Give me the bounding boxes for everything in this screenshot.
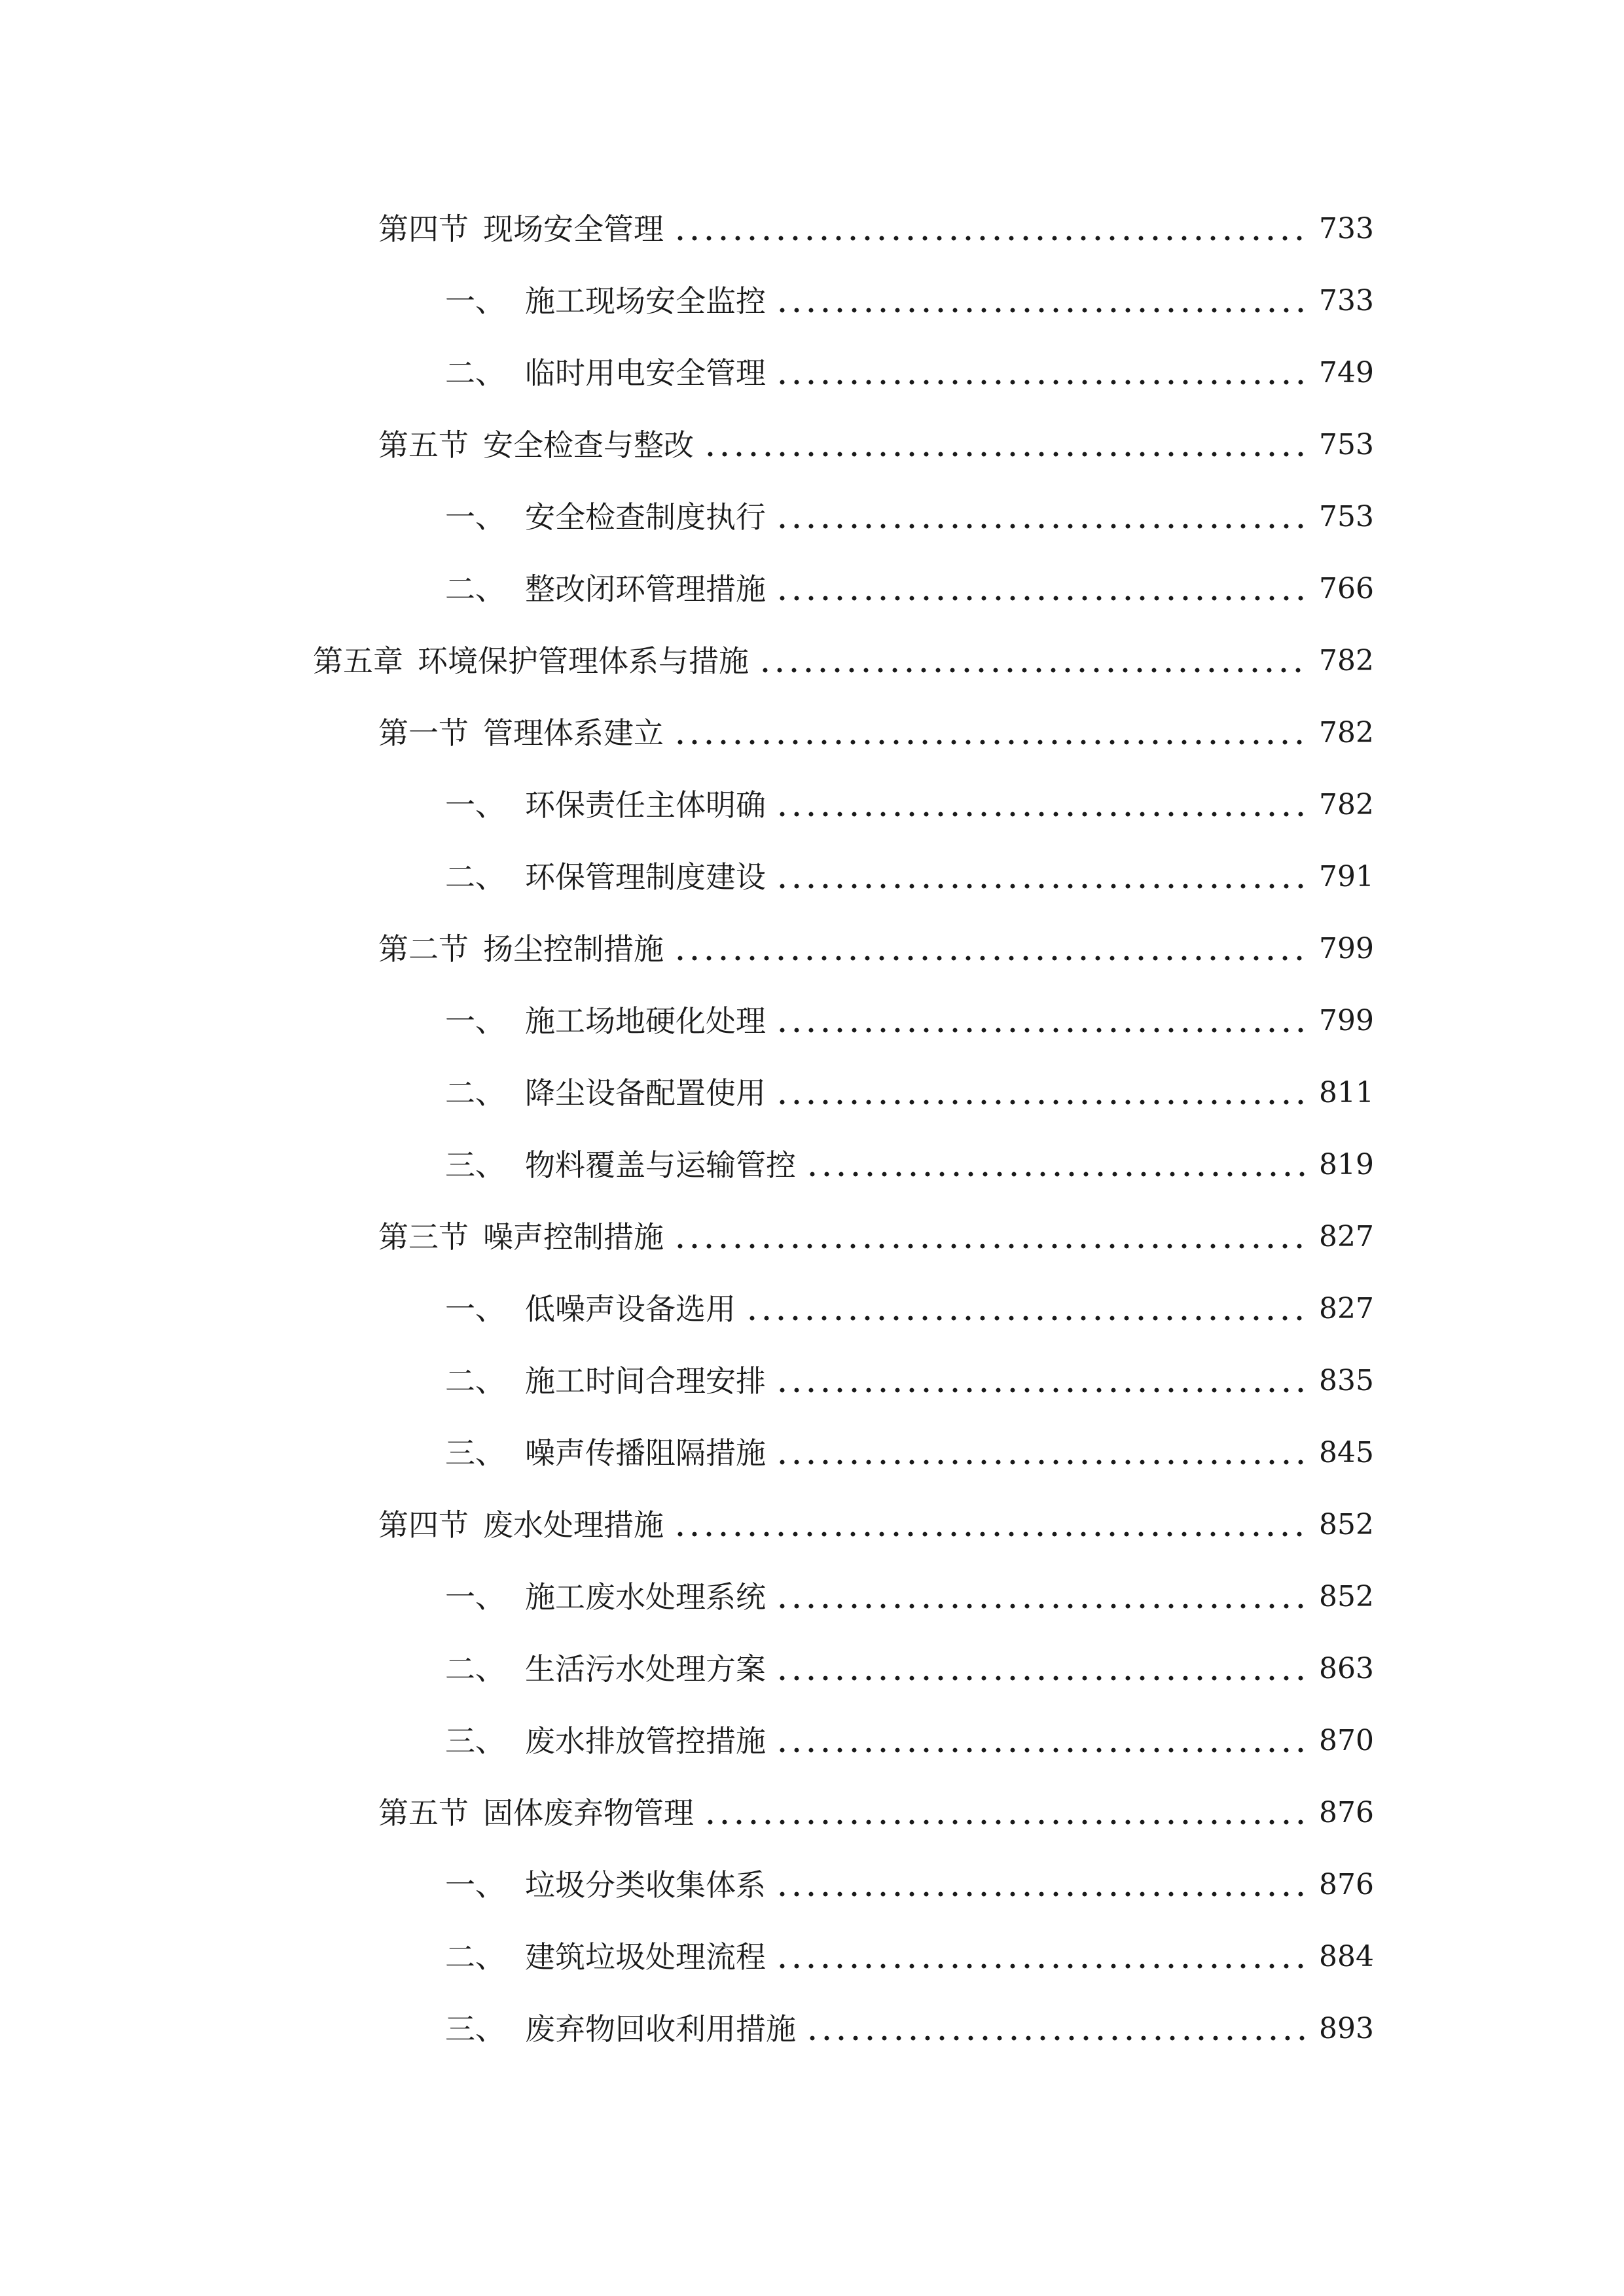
dot-leader xyxy=(745,1294,1305,1324)
toc-entry-page: 753 xyxy=(1319,428,1374,461)
toc-entry-number: 第五节 xyxy=(378,1795,469,1831)
toc-entry-label xyxy=(445,1147,803,1183)
toc-entry-title: 安全检查制度执行 xyxy=(525,499,766,535)
toc-entry-label xyxy=(378,427,700,463)
toc-entry-number: 一、 xyxy=(445,1579,505,1615)
toc-entry-subsection[interactable] xyxy=(0,1633,1624,1705)
toc-entry-section[interactable] xyxy=(0,193,1624,265)
toc-entry-label xyxy=(378,1795,700,1831)
toc-entry-label xyxy=(445,1939,772,1975)
toc-entry-subsection[interactable] xyxy=(0,553,1624,625)
toc-entry-subsection[interactable] xyxy=(0,1849,1624,1921)
toc-entry-title: 施工场地硬化处理 xyxy=(525,1003,766,1039)
dot-leader xyxy=(775,286,1305,316)
dot-leader xyxy=(673,1222,1305,1252)
toc-entry-title: 施工废水处理系统 xyxy=(525,1579,766,1615)
toc-entry-label xyxy=(445,1867,772,1903)
toc-entry-chapter[interactable] xyxy=(0,625,1624,697)
toc-entry-title: 建筑垃圾处理流程 xyxy=(525,1939,766,1975)
toc-entry-page: 791 xyxy=(1319,860,1374,893)
toc-entry-number: 第二节 xyxy=(378,931,469,967)
toc-entry-title: 施工时间合理安排 xyxy=(525,1363,766,1399)
toc-entry-page: 827 xyxy=(1319,1292,1374,1325)
dot-leader xyxy=(673,1510,1305,1540)
dot-leader xyxy=(775,1870,1305,1900)
toc-entry-page: 733 xyxy=(1319,284,1374,317)
toc-entry-number: 二、 xyxy=(445,1651,505,1687)
toc-entry-page: 819 xyxy=(1319,1148,1374,1181)
toc-entry-page: 782 xyxy=(1319,716,1374,749)
toc-entry-section[interactable] xyxy=(0,697,1624,769)
toc-entry-title: 垃圾分类收集体系 xyxy=(525,1867,766,1903)
toc-entry-number: 二、 xyxy=(445,1075,505,1111)
toc-entry-label xyxy=(313,643,755,679)
toc-entry-label xyxy=(445,355,772,391)
toc-entry-title: 整改闭环管理措施 xyxy=(525,571,766,607)
toc-entry-subsection[interactable] xyxy=(0,841,1624,913)
toc-entry-subsection[interactable] xyxy=(0,1345,1624,1417)
toc-entry-page: 852 xyxy=(1319,1580,1374,1613)
toc-entry-page: 782 xyxy=(1319,788,1374,821)
toc-entry-title: 环保管理制度建设 xyxy=(525,859,766,895)
toc-entry-number: 一、 xyxy=(445,499,505,535)
dot-leader xyxy=(805,2014,1305,2044)
toc-entry-label xyxy=(445,1363,772,1399)
toc-entry-title: 扬尘控制措施 xyxy=(483,931,664,967)
toc-entry-number: 一、 xyxy=(445,787,505,823)
dot-leader xyxy=(775,358,1305,388)
toc-entry-number: 第一节 xyxy=(378,715,469,751)
dot-leader xyxy=(775,862,1305,892)
toc-entry-label xyxy=(445,1075,772,1111)
toc-entry-title: 安全检查与整改 xyxy=(483,427,694,463)
toc-entry-number: 第四节 xyxy=(378,1507,469,1543)
toc-entry-label xyxy=(445,1435,772,1471)
toc-entry-title: 物料覆盖与运输管控 xyxy=(525,1147,796,1183)
toc-entry-label xyxy=(445,1651,772,1687)
toc-entry-subsection[interactable] xyxy=(0,985,1624,1057)
toc-entry-number: 第四节 xyxy=(378,211,469,247)
toc-entry-subsection[interactable] xyxy=(0,1921,1624,1993)
toc-entry-label xyxy=(445,2011,803,2047)
toc-entry-label xyxy=(445,571,772,607)
toc-entry-page: 749 xyxy=(1319,356,1374,389)
toc-entry-label xyxy=(378,211,670,247)
toc-entry-label xyxy=(445,283,772,319)
toc-entry-title: 低噪声设备选用 xyxy=(525,1291,736,1327)
dot-leader xyxy=(775,1366,1305,1396)
toc-entry-title: 噪声控制措施 xyxy=(483,1219,664,1255)
toc-entry-page: 835 xyxy=(1319,1364,1374,1397)
toc-entry-number: 一、 xyxy=(445,1867,505,1903)
dot-leader xyxy=(775,1654,1305,1684)
dot-leader xyxy=(775,790,1305,820)
toc-entry-page: 811 xyxy=(1319,1076,1374,1109)
toc-entry-page: 733 xyxy=(1319,212,1374,245)
toc-entry-title: 生活污水处理方案 xyxy=(525,1651,766,1687)
toc-entry-number: 二、 xyxy=(445,859,505,895)
table-of-contents xyxy=(0,193,1624,2065)
toc-entry-subsection[interactable] xyxy=(0,1993,1624,2065)
toc-entry-subsection[interactable] xyxy=(0,1561,1624,1633)
toc-entry-label xyxy=(378,931,670,967)
toc-entry-number: 一、 xyxy=(445,283,505,319)
toc-entry-label xyxy=(445,1291,742,1327)
toc-entry-page: 782 xyxy=(1319,644,1374,677)
dot-leader xyxy=(673,214,1305,244)
dot-leader xyxy=(703,1798,1305,1828)
toc-entry-page: 893 xyxy=(1319,2012,1374,2045)
dot-leader xyxy=(775,574,1305,604)
toc-entry-page: 863 xyxy=(1319,1652,1374,1685)
toc-entry-title: 临时用电安全管理 xyxy=(525,355,766,391)
toc-entry-title: 废弃物回收利用措施 xyxy=(525,2011,796,2047)
toc-entry-section[interactable] xyxy=(0,1777,1624,1849)
toc-entry-label xyxy=(445,859,772,895)
dot-leader xyxy=(805,1150,1305,1180)
toc-entry-title: 噪声传播阻隔措施 xyxy=(525,1435,766,1471)
dot-leader xyxy=(703,430,1305,460)
dot-leader xyxy=(775,502,1305,532)
toc-entry-subsection[interactable] xyxy=(0,481,1624,553)
toc-entry-page: 870 xyxy=(1319,1724,1374,1757)
toc-entry-number: 二、 xyxy=(445,1363,505,1399)
toc-entry-page: 799 xyxy=(1319,932,1374,965)
toc-entry-number: 第五节 xyxy=(378,427,469,463)
toc-entry-label xyxy=(445,787,772,823)
toc-entry-section[interactable] xyxy=(0,1489,1624,1561)
toc-entry-number: 一、 xyxy=(445,1291,505,1327)
dot-leader xyxy=(775,1438,1305,1468)
dot-leader xyxy=(758,646,1305,676)
toc-entry-subsection[interactable] xyxy=(0,769,1624,841)
dot-leader xyxy=(775,1942,1305,1972)
toc-entry-label xyxy=(445,1579,772,1615)
toc-entry-title: 废水处理措施 xyxy=(483,1507,664,1543)
toc-entry-subsection[interactable] xyxy=(0,1129,1624,1201)
toc-entry-subsection[interactable] xyxy=(0,1057,1624,1129)
toc-entry-page: 799 xyxy=(1319,1004,1374,1037)
toc-entry-page: 766 xyxy=(1319,572,1374,605)
dot-leader xyxy=(673,718,1305,748)
toc-entry-page: 876 xyxy=(1319,1868,1374,1901)
toc-entry-page: 753 xyxy=(1319,500,1374,533)
toc-entry-label xyxy=(445,499,772,535)
toc-entry-subsection[interactable] xyxy=(0,265,1624,337)
toc-entry-title: 管理体系建立 xyxy=(483,715,664,751)
dot-leader xyxy=(673,934,1305,964)
toc-entry-number: 二、 xyxy=(445,571,505,607)
dot-leader xyxy=(775,1078,1305,1108)
toc-entry-title: 固体废弃物管理 xyxy=(483,1795,694,1831)
toc-entry-label xyxy=(378,1219,670,1255)
toc-entry-subsection[interactable] xyxy=(0,337,1624,409)
toc-entry-subsection[interactable] xyxy=(0,1705,1624,1777)
toc-entry-page: 852 xyxy=(1319,1508,1374,1541)
toc-entry-number: 三、 xyxy=(445,2011,505,2047)
toc-entry-number: 第三节 xyxy=(378,1219,469,1255)
toc-entry-section[interactable] xyxy=(0,1201,1624,1273)
dot-leader xyxy=(775,1006,1305,1036)
dot-leader xyxy=(775,1582,1305,1612)
toc-entry-page: 845 xyxy=(1319,1436,1374,1469)
toc-entry-page: 827 xyxy=(1319,1220,1374,1253)
toc-entry-label xyxy=(378,1507,670,1543)
toc-entry-title: 现场安全管理 xyxy=(483,211,664,247)
toc-entry-label xyxy=(445,1003,772,1039)
toc-entry-label xyxy=(378,715,670,751)
toc-entry-title: 环境保护管理体系与措施 xyxy=(418,643,749,679)
toc-entry-title: 施工现场安全监控 xyxy=(525,283,766,319)
toc-entry-label xyxy=(445,1723,772,1759)
toc-entry-number: 三、 xyxy=(445,1435,505,1471)
toc-entry-page: 876 xyxy=(1319,1796,1374,1829)
toc-entry-number: 三、 xyxy=(445,1147,505,1183)
toc-entry-number: 二、 xyxy=(445,1939,505,1975)
toc-entry-number: 二、 xyxy=(445,355,505,391)
toc-entry-number: 一、 xyxy=(445,1003,505,1039)
toc-entry-title: 降尘设备配置使用 xyxy=(525,1075,766,1111)
toc-entry-page: 884 xyxy=(1319,1940,1374,1973)
toc-entry-title: 环保责任主体明确 xyxy=(525,787,766,823)
toc-entry-section[interactable] xyxy=(0,913,1624,985)
toc-entry-subsection[interactable] xyxy=(0,1273,1624,1345)
toc-entry-section[interactable] xyxy=(0,409,1624,481)
toc-entry-number: 三、 xyxy=(445,1723,505,1759)
toc-entry-number: 第五章 xyxy=(313,643,403,679)
dot-leader xyxy=(775,1726,1305,1756)
toc-entry-title: 废水排放管控措施 xyxy=(525,1723,766,1759)
toc-entry-subsection[interactable] xyxy=(0,1417,1624,1489)
